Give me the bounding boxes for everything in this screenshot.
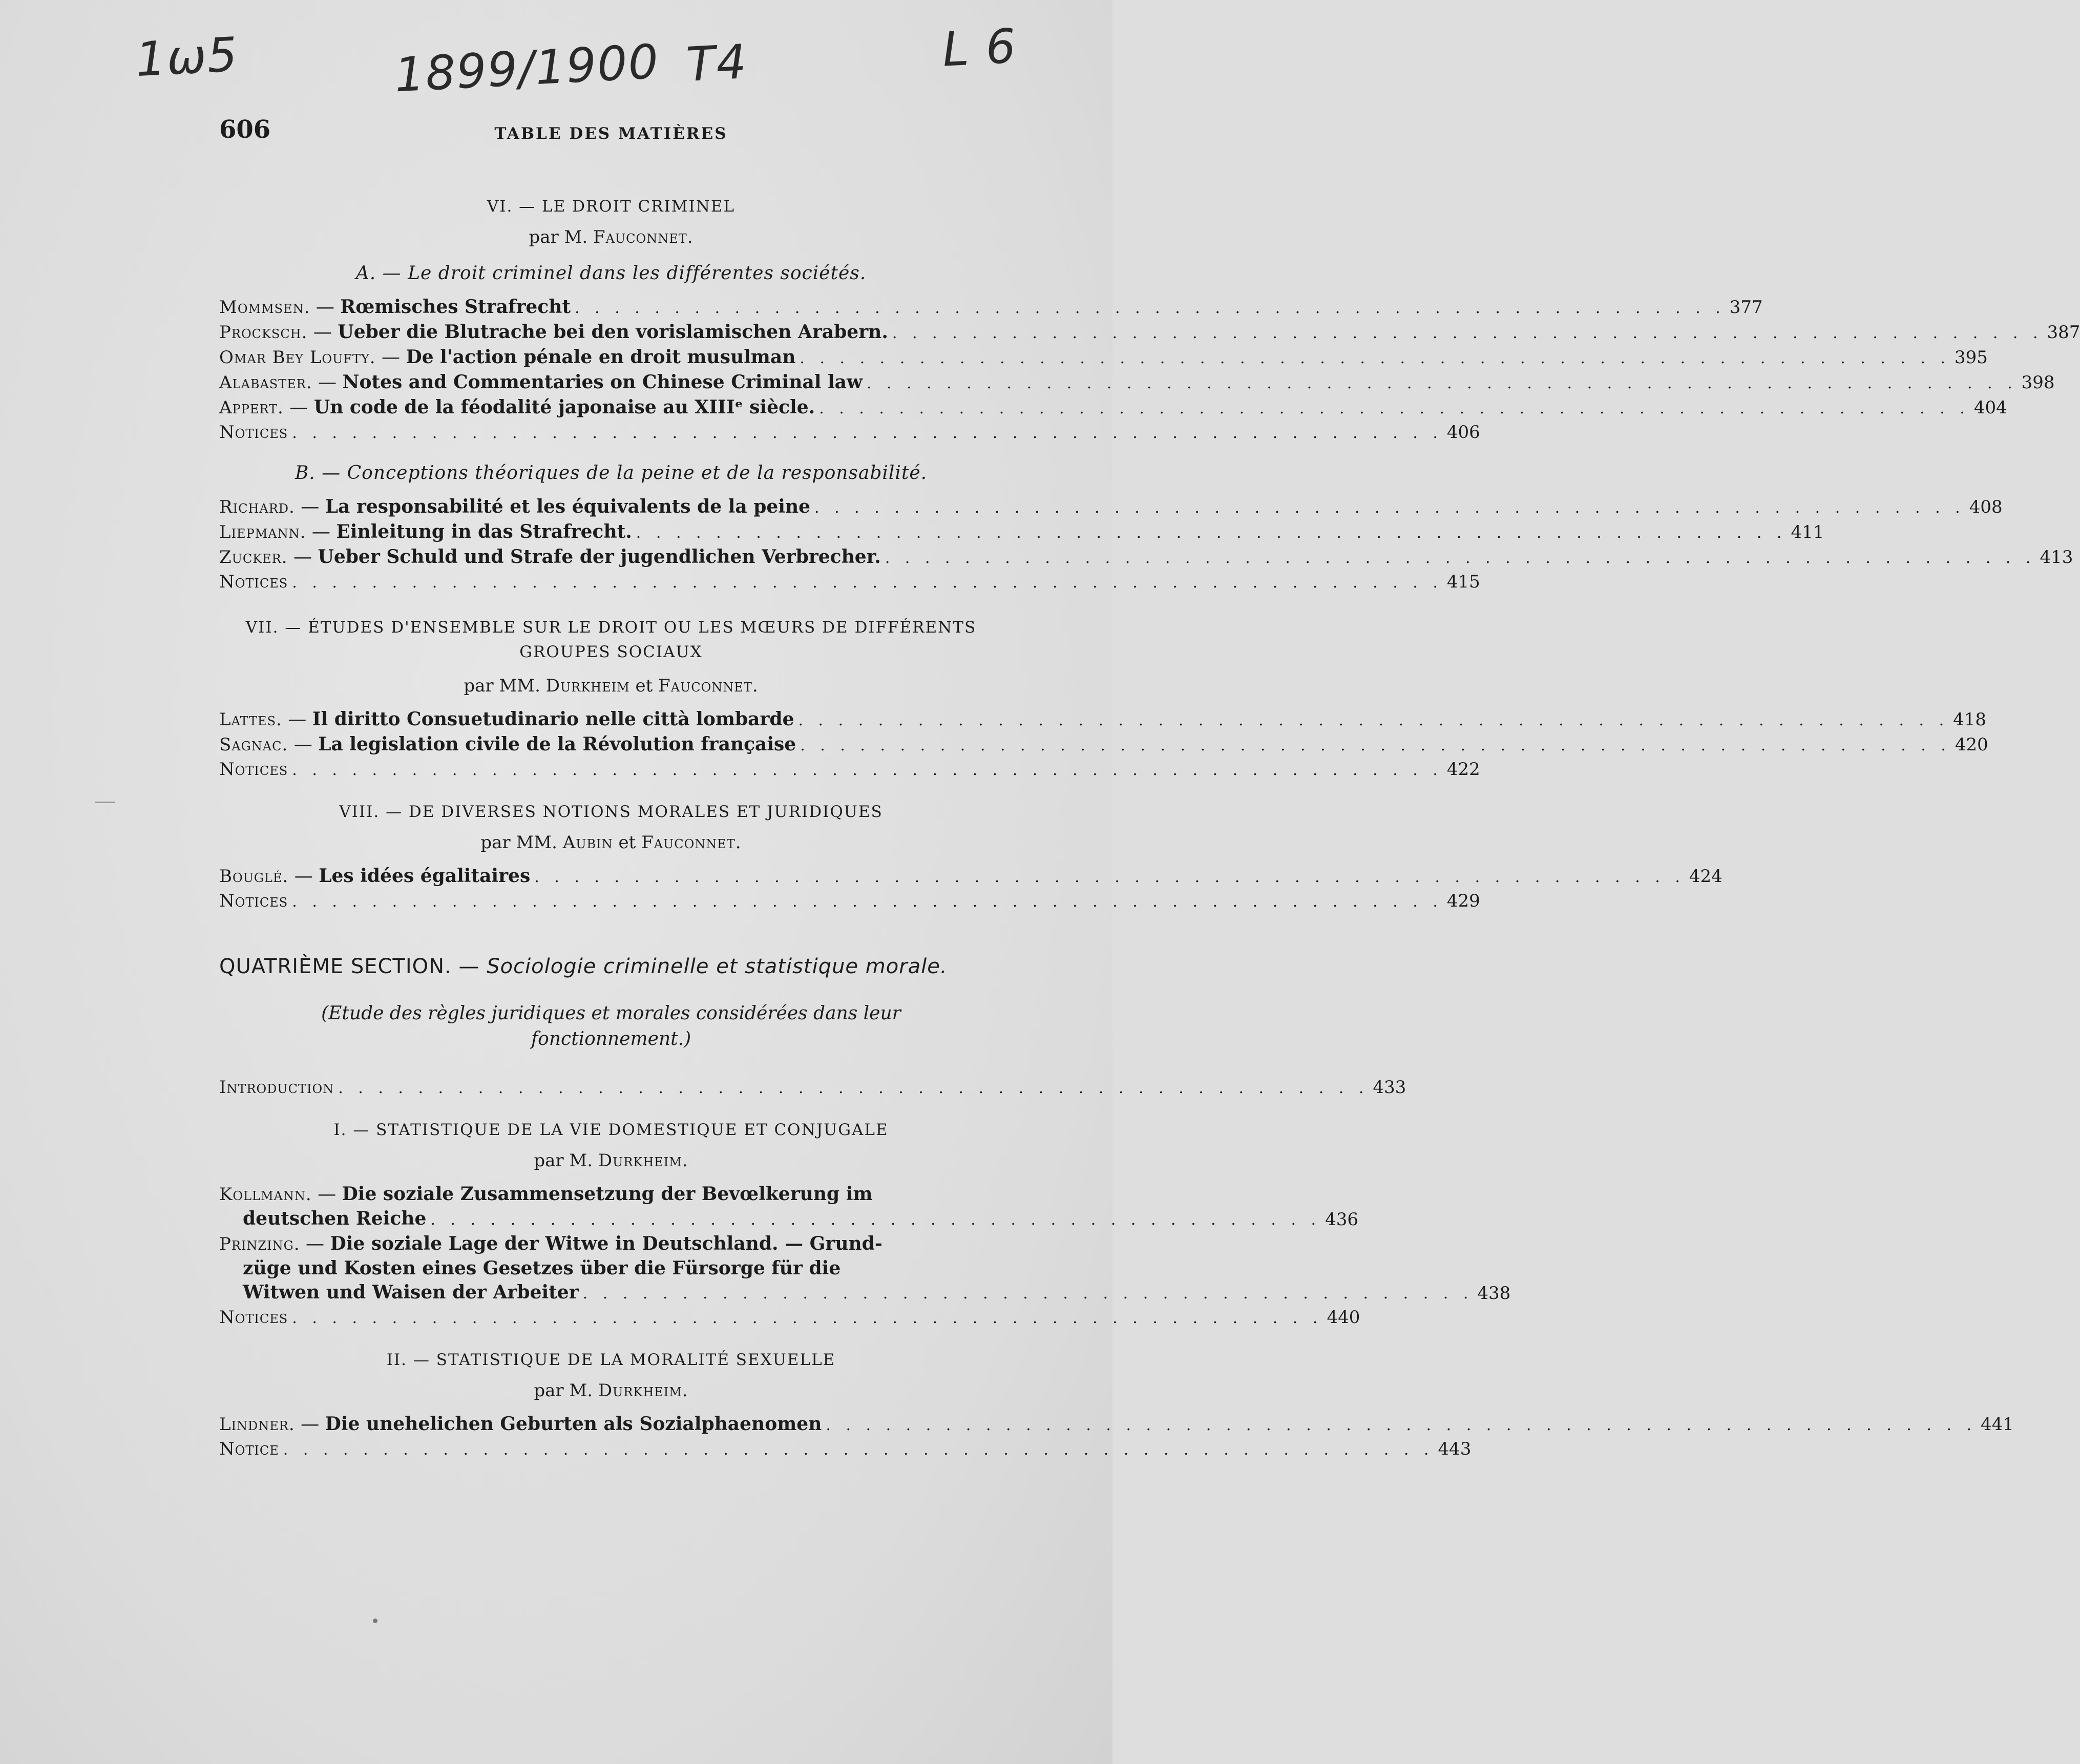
entry-title: Il diritto Consuetudinario nelle città lombarde: [312, 708, 794, 730]
entry-title: Die soziale Zusammensetzung der Bevœlkerung im: [342, 1183, 873, 1205]
toc-entry: [219, 889, 1480, 914]
entry-separator: —: [287, 547, 318, 568]
entry-title: Einleitung in das Strafrecht.: [336, 521, 632, 542]
byline-author: Durkheim.: [598, 1380, 688, 1401]
toc-entry: [219, 1076, 1406, 1100]
entry-line: Prinzing. — Die soziale Lage der Witwe in Deutschland. — Grund-: [219, 1233, 883, 1254]
entry-title: Rœmisches Strafrecht: [340, 296, 571, 318]
entry-title: Les idées égalitaires: [319, 865, 531, 887]
entry-author: Bouglé.: [219, 866, 289, 887]
byline-conjunction: et: [618, 832, 636, 853]
leader-dots: . . . . . . . . . . . . . . . . . . . . . . . . . . . . . . . . . . . . . . . . . . . . . . . . . . . . . . . . . .: [798, 711, 1949, 729]
section-byline: [219, 676, 1003, 696]
entry-separator: —: [283, 397, 314, 418]
leader-dots: . . . . . . . . . . . . . . . . . . . . . . . . . . . . . . . . . . . . . . . . . . . . . . . . . . . . . . . . . .: [292, 574, 1443, 592]
table-of-contents: [219, 115, 2080, 1462]
entry-author: Notices: [219, 891, 288, 911]
entry-title: La legislation civile de la Révolution française: [318, 733, 796, 755]
entry-page: 404: [1973, 397, 2007, 418]
toc-entry: [219, 1232, 1511, 1306]
entry-list: [219, 1076, 1406, 1100]
section-title: I. — STATISTIQUE DE LA VIE DOMESTIQUE ET CONJUGALE: [333, 1121, 889, 1139]
leader-dots: . . . . . . . . . . . . . . . . . . . . . . . . . . . . . . . . . . . . . . . . . . . . . . . . . . . . . . . . . .: [800, 349, 1951, 367]
leader-dots: . . . . . . . . . . . . . . . . . . . . . . . . . . . . . . . . . . . . . . . . . . . . . . . . . . . . . . . . . .: [292, 761, 1443, 779]
entry-author: Procksch.: [219, 322, 308, 343]
entry-page: 387: [2047, 322, 2080, 343]
leader-dots: . . . . . . . . . . . . . . . . . . . . . . . . . . . . . . . . . . . . . . . . . . . . . . . . . . . . . . . . . .: [800, 737, 1951, 754]
leader-dots: . . . . . . . . . . . . . . . . . . . . . . . . . . . . . . . . . . . . . . . . . . . . . . . . . . . . . . . . . .: [636, 524, 1787, 542]
entry-separator: —: [307, 322, 338, 343]
entry-page: 398: [2021, 372, 2055, 393]
entry-separator: —: [306, 521, 337, 542]
entry-list: [219, 495, 2073, 595]
entry-list: [219, 1182, 1511, 1330]
entry-list: [219, 707, 1988, 782]
byline-author: Durkheim.: [598, 1150, 688, 1171]
entry-separator: —: [288, 734, 319, 755]
entry-title: Witwen und Waisen der Arbeiter: [243, 1282, 579, 1303]
entry-author: Alabaster.: [219, 372, 312, 393]
entry-author: Notices: [219, 572, 288, 592]
entry-author: Notices: [219, 1307, 288, 1328]
entry-page: 408: [1969, 497, 2003, 517]
byline-prefix: par M.: [534, 1380, 593, 1401]
entry-page: 411: [1791, 522, 1824, 542]
entry-body: [219, 1232, 1477, 1306]
leader-dots: . . . . . . . . . . . . . . . . . . . . . . . . . . . . . . . . . . . . . . . . . . . . . . . . . . . . . . . . . .: [814, 499, 1965, 517]
toc-entry: [219, 1437, 1472, 1462]
entry-title: Ueber Schuld und Strafe der jugendlichen Verbrecher.: [318, 546, 881, 568]
entry-page: 415: [1446, 572, 1480, 592]
leader-dots: . . . . . . . . . . . . . . . . . . . . . . . . . . . . . . . . . . . . . . . . . . . . . . . . . . . . . . . . . .: [892, 324, 2043, 342]
leader-dots: . . . . . . . . . . . . . . . . . . . . . . . . . . . . . . . . . . . . . . . . . . . . . . . . . . . .: [292, 1309, 1323, 1327]
entry-page: 436: [1325, 1209, 1358, 1230]
entry-author: Omar Bey Loufty.: [219, 347, 376, 368]
entry-separator: —: [375, 347, 406, 368]
section-heading: [219, 955, 1003, 978]
toc-entry: [219, 320, 2080, 345]
toc-entry: [219, 1306, 1360, 1330]
toc-entry: [219, 758, 1480, 782]
toc-entry: [219, 732, 1988, 758]
leader-dots: . . . . . . . . . . . . . . . . . . . . . . . . . . . . . . . . . . . . . . . . . . . . . . . . . . . . . . . . . .: [575, 299, 1726, 317]
byline-conjunction: et: [635, 676, 653, 696]
entry-title: Notes and Commentaries on Chinese Criminal law: [342, 371, 863, 393]
entry-page: 441: [1981, 1414, 2014, 1435]
entry-page: 420: [1955, 734, 1988, 755]
toc-entry: [219, 545, 2073, 570]
entry-page: 395: [1955, 347, 1988, 368]
entry-page: 418: [1953, 709, 1987, 730]
section-byline: [219, 1150, 1003, 1171]
subsection-heading: B. — Conceptions théoriques de la peine et de la responsabilité.: [295, 463, 928, 484]
section-title-line: VII. — ÉTUDES D'ENSEMBLE SUR LE DROIT OU LES MŒURS DE DIFFÉRENTS: [245, 618, 977, 637]
entry-page: 406: [1446, 422, 1480, 443]
leader-dots: . . . . . . . . . . . . . . . . . . . . . . . . . . . . . . . . . . . . . . . . . . . . .: [430, 1211, 1321, 1229]
toc-entry: [219, 570, 1480, 595]
byline-author: Fauconnet.: [658, 676, 759, 696]
subsection-heading: A. — Le droit criminel dans les différentes sociétés.: [355, 263, 867, 284]
byline-prefix: par MM.: [480, 832, 557, 853]
handwritten-note-mid: T4: [685, 34, 749, 93]
entry-line: [219, 1207, 1325, 1232]
entry-line: [219, 1256, 1477, 1280]
entry-page: 424: [1689, 866, 1722, 887]
leader-dots: . . . . . . . . . . . . . . . . . . . . . . . . . . . . . . . . . . . . . . . . . . . . . . . . . . . . . . . . . .: [283, 1441, 1434, 1459]
handwritten-note-year: 1899/1900: [393, 34, 661, 103]
leader-dots: . . . . . . . . . . . . . . . . . . . . . . . . . . . . . . . . . . . . . . . . . . . . . . . . . . . . . . . . . .: [885, 549, 2036, 567]
section-heading-title: QUATRIÈME SECTION.: [219, 955, 452, 978]
toc-entry: [219, 1182, 1358, 1232]
entry-author: Liepmann.: [219, 522, 306, 542]
entry-page: 413: [2040, 547, 2073, 568]
byline-prefix: par M.: [529, 227, 588, 247]
section-byline: [219, 832, 1003, 853]
entry-author: Lattes.: [219, 709, 282, 730]
byline-prefix: par M.: [534, 1150, 593, 1171]
entry-page: 443: [1438, 1439, 1472, 1459]
section-byline: [219, 1380, 1003, 1401]
entry-page: 429: [1446, 891, 1480, 911]
section-note: (Etude des règles juridiques et morales considérées dans leur fonctionnement.): [321, 1003, 901, 1049]
running-title: TABLE DES MATIÈRES: [494, 124, 728, 143]
margin-mark: [95, 802, 115, 803]
toc-entry: [219, 707, 1987, 732]
byline-author: Fauconnet.: [641, 832, 742, 853]
entry-title: La responsabilité et les équivalents de la peine: [325, 496, 811, 517]
leader-dots: . . . . . . . . . . . . . . . . . . . . . . . . . . . . . . . . . . . . . . . . . . . . . . . . . . . . . . . . . .: [819, 400, 1970, 417]
leader-dots: . . . . . . . . . . . . . . . . . . . . . . . . . . . . . . . . . . . . . . . . . . . . . . . . . . . .: [338, 1079, 1369, 1097]
entry-author: Zucker.: [219, 547, 288, 568]
leader-dots: . . . . . . . . . . . . . . . . . . . . . . . . . . . . . . . . . . . . . . . . . . . . . . . . . . . . . . . . . .: [292, 893, 1443, 911]
section-heading-subtitle: Sociologie criminelle et statistique morale.: [487, 955, 948, 978]
toc-entry: [219, 520, 1824, 545]
section-title: [219, 615, 1003, 664]
toc-entry: [219, 370, 2055, 395]
entry-author: Sagnac.: [219, 734, 288, 755]
entry-author: Introduction: [219, 1077, 334, 1098]
entry-separator: —: [295, 1414, 325, 1435]
entry-title: Un code de la féodalité japonaise au XIIIᵉ siècle.: [313, 396, 815, 418]
entry-title: Ueber die Blutrache bei den vorislamischen Arabern.: [338, 321, 888, 343]
entry-separator: —: [310, 297, 341, 318]
entry-title: deutschen Reiche: [243, 1208, 427, 1229]
entry-body: [219, 1182, 1325, 1232]
ink-spot: [373, 1619, 377, 1623]
toc-entry: [219, 295, 1763, 320]
entry-separator: —: [295, 496, 325, 517]
section-title: VI. — LE DROIT CRIMINEL: [487, 197, 736, 216]
entry-page: 377: [1729, 297, 1763, 318]
section-byline: [219, 227, 1003, 247]
entry-page: 422: [1446, 759, 1480, 780]
leader-dots: . . . . . . . . . . . . . . . . . . . . . . . . . . . . . . . . . . . . . . . . . . . . . . . . . . . . . . . . . .: [826, 1416, 1977, 1434]
byline-author: Fauconnet.: [593, 227, 694, 247]
entry-list: [219, 864, 1722, 914]
toc-entry: [219, 864, 1722, 889]
entry-line: Kollmann. — Die soziale Zusammensetzung der Bevœlkerung im: [219, 1183, 873, 1205]
entry-separator: —: [312, 372, 343, 393]
byline-author: Durkheim: [545, 676, 630, 696]
toc-entry: [219, 345, 1988, 370]
section-title-line: GROUPES SOCIAUX: [519, 643, 703, 661]
entry-author: Richard.: [219, 497, 295, 517]
entry-page: 440: [1327, 1307, 1360, 1328]
entry-author: Appert.: [219, 397, 284, 418]
entry-page: 433: [1373, 1077, 1406, 1098]
handwritten-note-corner: L 6: [941, 18, 1018, 77]
entry-page: 438: [1477, 1283, 1511, 1304]
byline-author: Aubin: [562, 832, 613, 853]
entry-author: Lindner.: [219, 1414, 295, 1435]
toc-entry: [219, 495, 2003, 520]
page-number: 606: [219, 115, 271, 144]
entry-author: Notices: [219, 422, 288, 443]
entry-title: Die soziale Lage der Witwe in Deutschland. — Grund-: [330, 1233, 883, 1254]
entry-list: [219, 1412, 2014, 1462]
handwritten-note-left: 1ω5: [134, 27, 240, 88]
toc-entry: [219, 395, 2007, 421]
section-title: VIII. — DE DIVERSES NOTIONS MORALES ET JURIDIQUES: [339, 803, 883, 821]
entry-title: züge und Kosten eines Gesetzes über die Fürsorge für die: [243, 1257, 841, 1279]
leader-dots: . . . . . . . . . . . . . . . . . . . . . . . . . . . . . . . . . . . . . . . . . . . . . . . . . . . . . . . . . .: [292, 424, 1443, 442]
section-title: II. — STATISTIQUE DE LA MORALITÉ SEXUELLE: [386, 1351, 836, 1369]
toc-entry: [219, 421, 1480, 445]
entry-author: Notices: [219, 759, 288, 780]
entry-author: Kollmann.: [219, 1184, 312, 1205]
running-header: [219, 115, 1003, 156]
entry-author: Prinzing.: [219, 1234, 300, 1254]
byline-prefix: par MM.: [464, 676, 540, 696]
entry-author: Notice: [219, 1439, 279, 1459]
toc-entry: [219, 1412, 2014, 1437]
entry-title: De l'action pénale en droit musulman: [406, 346, 796, 368]
entry-title: Die unehelichen Geburten als Sozialphaenomen: [325, 1413, 822, 1435]
leader-dots: . . . . . . . . . . . . . . . . . . . . . . . . . . . . . . . . . . . . . . . . . . . . . . . . . . . . . . . . . .: [534, 868, 1685, 886]
entry-separator: —: [288, 866, 319, 887]
leader-dots: . . . . . . . . . . . . . . . . . . . . . . . . . . . . . . . . . . . . . . . . . . . . .: [582, 1285, 1474, 1303]
section-heading-dash: —: [451, 955, 487, 978]
leader-dots: . . . . . . . . . . . . . . . . . . . . . . . . . . . . . . . . . . . . . . . . . . . . . . . . . . . . . . . . . .: [866, 374, 2018, 392]
entry-line: [219, 1280, 1477, 1306]
entry-list: [219, 295, 2080, 445]
entry-separator: —: [282, 709, 312, 730]
entry-author: Mommsen.: [219, 297, 310, 318]
